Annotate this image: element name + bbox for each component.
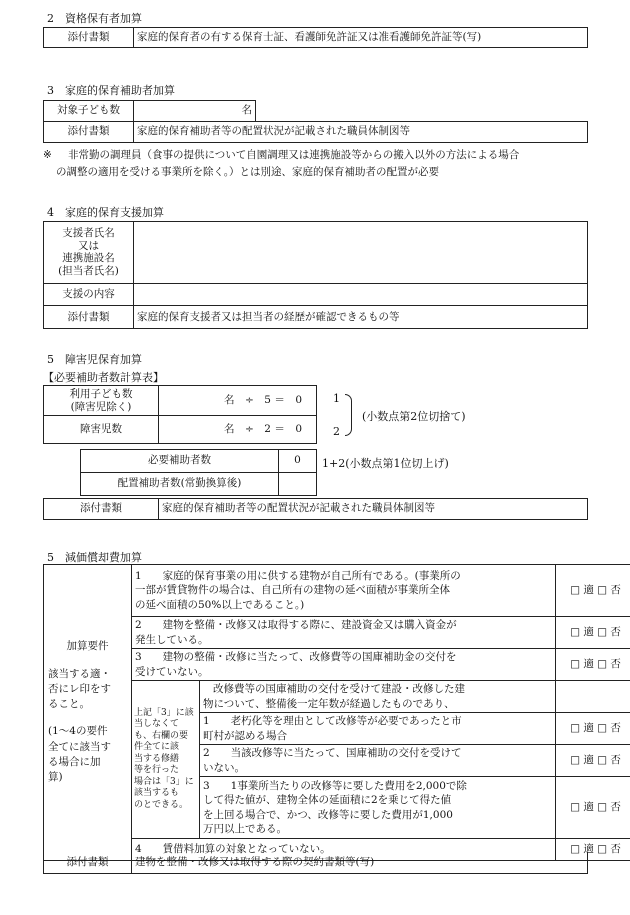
note-mark: ※ <box>43 149 52 161</box>
item-1 <box>132 565 556 617</box>
attach-label: 添付書類 <box>44 122 134 143</box>
text-line: 1 老朽化等を理由として改修等が必要であったと市 <box>203 715 462 728</box>
sub-item-2 <box>200 745 556 777</box>
req-note-line: 算) <box>48 771 63 784</box>
attach-value: 家庭的保育補助者等の配置状況が記載された職員体制図等 <box>134 122 588 143</box>
label-line: 連携施設名 <box>62 252 115 265</box>
sub-intro <box>200 681 556 713</box>
brace-icon <box>345 394 352 436</box>
sub-note-line: のとできる。 <box>134 799 189 810</box>
blank-cell <box>556 681 630 713</box>
item-2 <box>132 617 556 649</box>
support-content-label: 支援の内容 <box>44 283 134 306</box>
req-desc-line: 否にレ印をす <box>48 683 111 696</box>
text-line: 万円以上である。 <box>203 822 287 835</box>
sub-note-line: 該当するも <box>134 788 180 799</box>
label-line: 利用子ども数 <box>69 387 133 400</box>
req-note-line: る場合に加 <box>48 755 101 768</box>
note-line-2: の調整の適用を受ける事業所を除く。）とは別途、家庭的保育補助者の配置が必要 <box>56 166 440 178</box>
text-line: 物について、整備後一定年数が経過したものであり、 <box>203 697 455 710</box>
target-children-input[interactable] <box>134 101 256 122</box>
text-line: 受けていない。 <box>135 665 209 678</box>
text-line: 改修費等の国庫補助の交付を受けて建設・改修した建 <box>213 683 465 696</box>
sub-item-1 <box>200 713 556 745</box>
check-sub-3[interactable]: □ 適 □ 否 <box>556 777 630 839</box>
need-value: 0 <box>279 450 317 473</box>
section-5-heading: 5 障害児保育加算 <box>47 353 142 366</box>
label-line: 又は <box>78 239 99 252</box>
note-line-1: 非常勤の調理員（食事の提供について自園調理又は連携施設等からの搬入以外の方法による場合 <box>68 149 520 161</box>
text-line: の延べ面積の50%以上であること。) <box>135 598 305 611</box>
brace-note: (小数点第2位切捨て) <box>362 410 466 423</box>
sub-note-line: 件全てに該 <box>134 742 180 753</box>
assigned-input[interactable] <box>279 473 317 496</box>
calc-table-title: 【必要補助者数計算表】 <box>43 371 164 384</box>
section-6-attach <box>43 852 588 874</box>
text-line: 1 家庭的保育事業の用に供する建物が自己所有である。(事業所の <box>135 569 461 582</box>
check-item-2[interactable]: □ 適 □ 否 <box>556 617 630 649</box>
assigned-label: 配置補助者数(常勤換算後) <box>81 473 279 496</box>
blank-cell <box>256 101 588 122</box>
label-line: (担当者氏名) <box>58 265 119 278</box>
row1-formula[interactable]: 名 ÷ 5 ＝ 0 <box>159 386 317 416</box>
section-2-heading: 2 資格保有者加算 <box>47 12 142 25</box>
sub-note-cell <box>132 681 200 839</box>
supporter-name-label <box>44 222 134 284</box>
text-line: を上回る場合で、かつ、改修等に要した費用が1,000 <box>203 808 453 821</box>
mark-2: 2 <box>333 425 340 438</box>
support-content-input[interactable] <box>134 283 588 306</box>
attach-label: 添付書類 <box>44 28 134 48</box>
row1-label <box>44 386 159 416</box>
sub-note-line: 場合は「3」に <box>134 776 194 787</box>
text-line: 3 建物の整備・改修に当たって、改修費等の国庫補助金の交付を <box>135 651 457 664</box>
attach-value: 建物を整備・改修又は取得する際の契約書類等(写) <box>132 852 588 874</box>
attach-value: 家庭的保育支援者又は担当者の経歴が確認できるもの等 <box>134 306 588 329</box>
text-line: 2 当該改修等に当たって、国庫補助の交付を受けて <box>203 747 462 760</box>
need-table <box>80 449 317 496</box>
req-desc-line: 該当する適・ <box>48 667 111 680</box>
section-3-heading: 3 家庭的保育補助者加算 <box>47 84 175 97</box>
req-note-line: 全てに該当す <box>48 740 111 753</box>
attach-label: 添付書類 <box>44 499 159 520</box>
check-sub-2[interactable]: □ 適 □ 否 <box>556 745 630 777</box>
item-3 <box>132 649 556 681</box>
section-6-heading: 5 減価償却費加算 <box>47 551 142 564</box>
calc-table <box>43 385 317 444</box>
section-3-table <box>43 100 588 143</box>
sub-note-line: も、右欄の要 <box>134 730 189 741</box>
unit-label: 名 <box>241 104 252 117</box>
supporter-name-input[interactable] <box>134 222 588 284</box>
text-line: いない。 <box>203 761 245 774</box>
attach-value: 家庭的保育補助者等の配置状況が記載された職員体制図等 <box>159 499 588 520</box>
req-title: 加算要件 <box>66 639 109 652</box>
attach-label: 添付書類 <box>44 306 134 329</box>
text-line: して得た値が、建物全体の延面積に2を乗じて得た値 <box>203 794 452 807</box>
section-5-attach <box>43 498 588 520</box>
text-line: 一部が賃貸物件の場合は、自己所有の建物の延べ面積が事業所全体 <box>135 584 450 597</box>
check-sub-1[interactable]: □ 適 □ 否 <box>556 713 630 745</box>
row2-formula[interactable]: 名 ÷ 2 ＝ 0 <box>159 416 317 444</box>
check-item-4[interactable]: □ 適 □ 否 <box>556 839 630 861</box>
sub-item-3 <box>200 777 556 839</box>
text-line: 発生している。 <box>135 633 209 646</box>
req-desc-line: ること。 <box>48 698 90 711</box>
section-2-table <box>43 27 588 48</box>
sub-note-line: 等を行った <box>134 765 180 776</box>
sub-note-line: 当する修繕 <box>134 753 180 764</box>
row2-label: 障害児数 <box>44 416 159 444</box>
need-label: 必要補助者数 <box>81 450 279 473</box>
check-item-3[interactable]: □ 適 □ 否 <box>556 649 630 681</box>
section-4-table <box>43 221 588 329</box>
req-note-line: (1～4の要件 <box>48 725 108 738</box>
depreciation-table <box>43 564 630 861</box>
text-line: 3 1事業所当たりの改修等に要した費用を2,000で除 <box>203 779 467 792</box>
attach-label: 添付書類 <box>44 852 132 874</box>
section-4-heading: 4 家庭的保育支援加算 <box>47 206 164 219</box>
attach-value: 家庭的保育者の有する保育士証、看護師免許証又は准看護師免許証等(写) <box>134 28 588 48</box>
target-children-label: 対象子ども数 <box>44 101 134 122</box>
requirement-cell <box>44 565 132 861</box>
item-4: 4 賃借料加算の対象となっていない。 <box>132 839 556 861</box>
need-note: 1+2(小数点第1位切上げ) <box>322 457 449 470</box>
mark-1: 1 <box>333 392 340 405</box>
label-line: (障害児除く) <box>70 400 132 413</box>
label-line: 支援者氏名 <box>62 226 115 239</box>
text-line: 町村が認める場合 <box>203 729 287 742</box>
sub-note-line: 当しなくて <box>134 719 180 730</box>
sub-note-line: 上記「3」に該 <box>134 707 194 718</box>
text-line: 2 建物を整備・改修又は取得する際に、建設資金又は購入資金が <box>135 619 457 632</box>
check-item-1[interactable]: □ 適 □ 否 <box>556 565 630 617</box>
